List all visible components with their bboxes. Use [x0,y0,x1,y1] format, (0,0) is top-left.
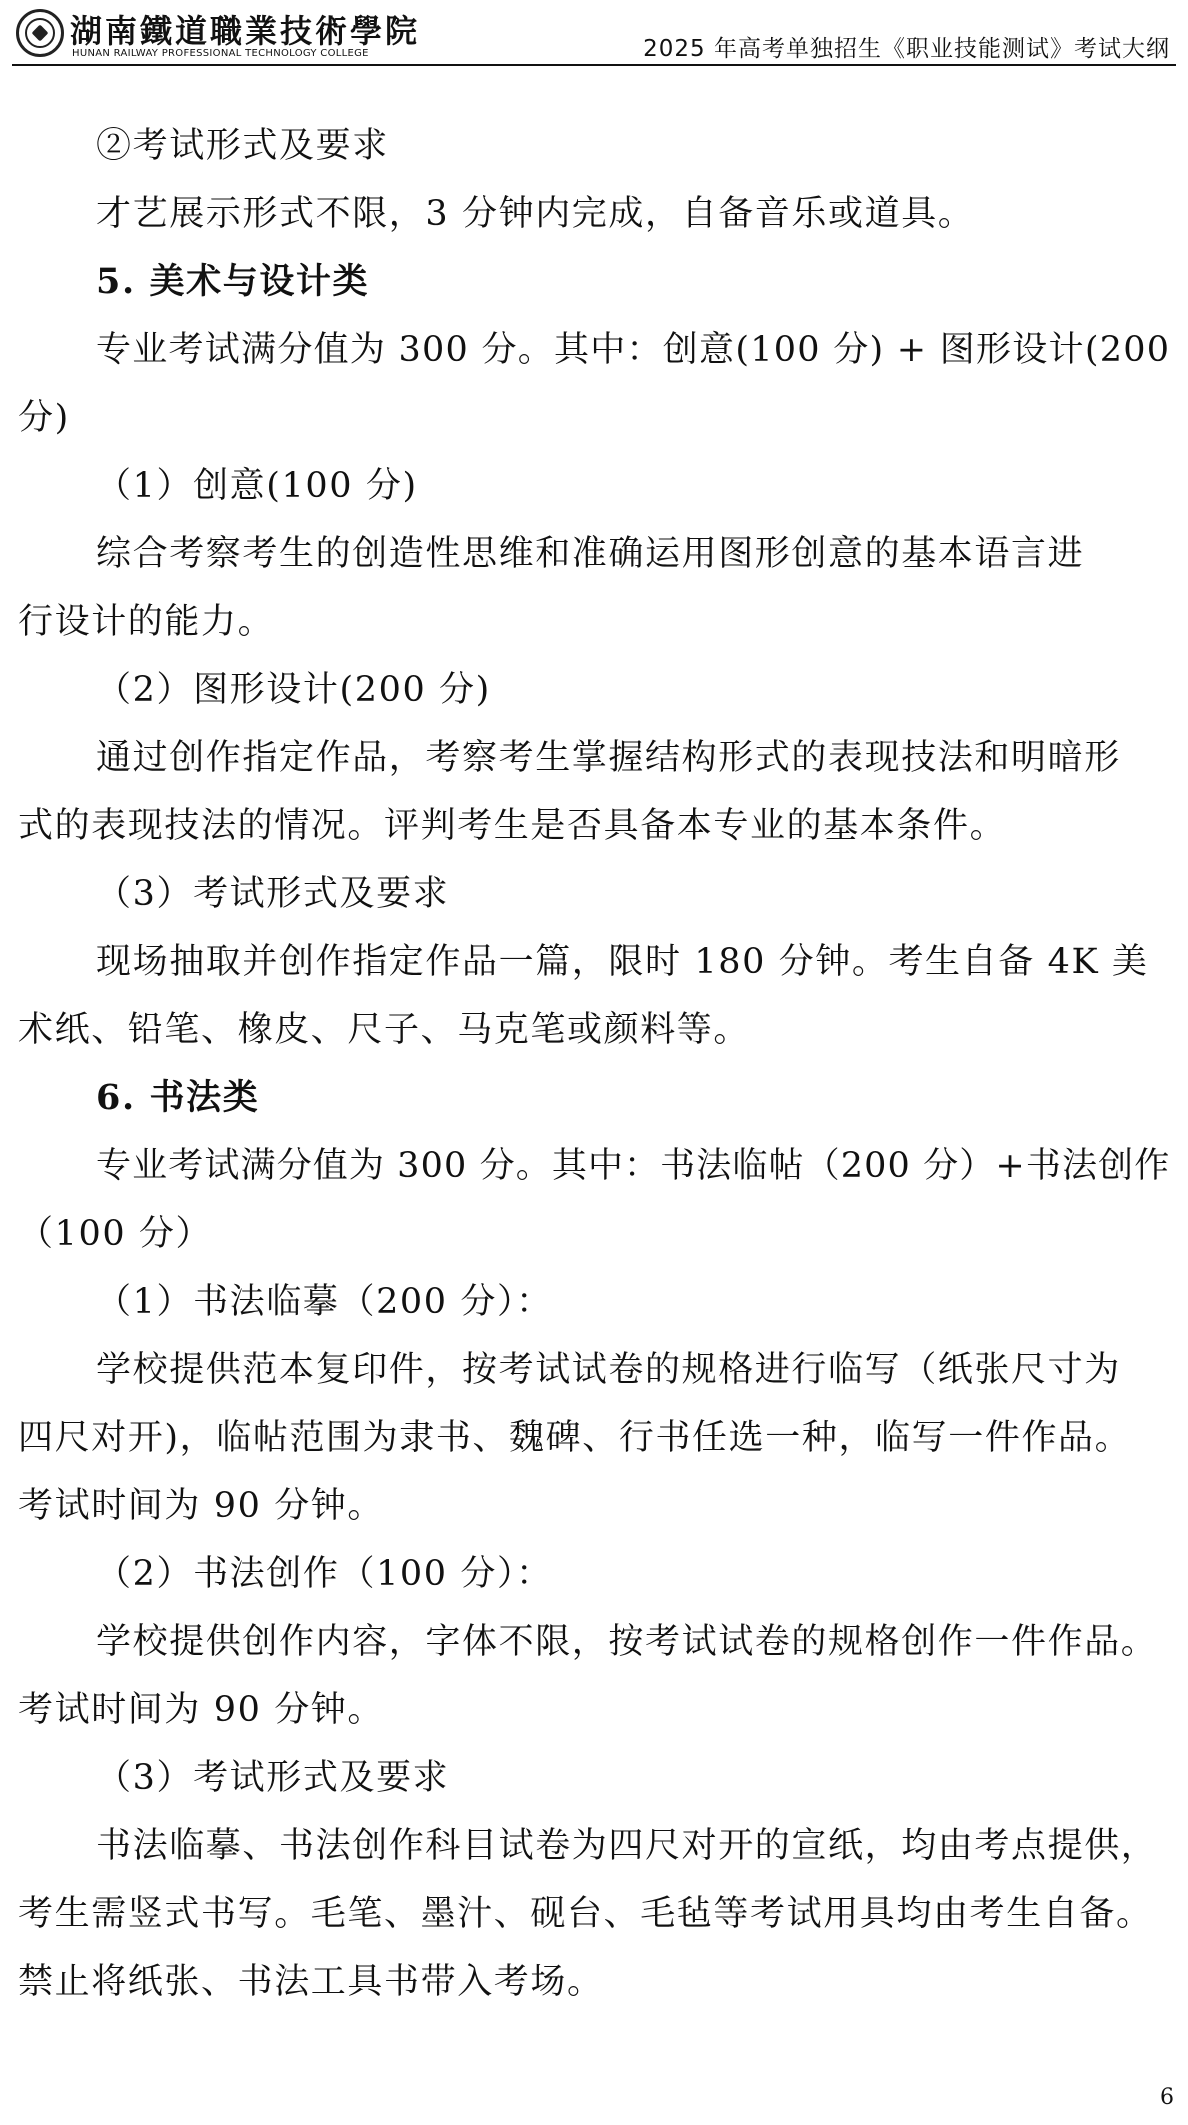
paragraph-line: 学校提供范本复印件，按考试试卷的规格进行临写（纸张尺寸为 [96,1350,1121,1390]
document-title: 2025 年高考单独招生《职业技能测试》考试大纲 [643,36,1170,62]
paragraph-line: 考试时间为 90 分钟。 [18,1486,384,1526]
college-logo-icon [16,9,64,57]
page-header [0,0,1188,66]
subheading: （3）考试形式及要求 [96,1758,450,1798]
paragraph-line: 学校提供创作内容，字体不限，按考试试卷的规格创作一件作品。 [96,1622,1158,1662]
paragraph-line: 专业考试满分值为 300 分。其中：创意(100 分) + 图形设计(200 [96,330,1171,370]
paragraph-line: 考试时间为 90 分钟。 [18,1690,384,1730]
subheading: （2）书法创作（100 分）： [96,1554,553,1594]
section-heading: 5. 美术与设计类 [96,261,370,302]
paragraph-line: 分) [18,398,70,438]
header-divider [12,64,1176,66]
section-heading: 6. 书法类 [96,1077,260,1118]
subheading: （1）创意(100 分) [96,466,418,506]
paragraph-line: 禁止将纸张、书法工具书带入考场。 [18,1962,604,2002]
college-name-cn: 湖南鐵道職業技術學院 [70,12,421,50]
college-name-en: HUNAN RAILWAY PROFESSIONAL TECHNOLOGY COLLEGE [72,48,369,59]
page-number: 6 [1160,2085,1174,2110]
paragraph-line: 术纸、铅笔、橡皮、尺子、马克笔或颜料等。 [18,1010,751,1050]
paragraph-line: 通过创作指定作品，考察考生掌握结构形式的表现技法和明暗形 [96,738,1121,778]
paragraph-line: 行设计的能力。 [18,602,275,642]
paragraph-line: 书法临摹、书法创作科目试卷为四尺对开的宣纸，均由考点提供， [96,1826,1158,1866]
paragraph-line: ②考试形式及要求 [96,126,389,166]
subheading: （1）书法临摹（200 分）： [96,1282,553,1322]
subheading: （2）图形设计(200 分) [96,670,491,710]
paragraph-line: （100 分） [18,1214,213,1254]
paragraph-line: 才艺展示形式不限，3 分钟内完成，自备音乐或道具。 [96,194,975,234]
paragraph-line: 式的表现技法的情况。评判考生是否具备本专业的基本条件。 [18,806,1007,846]
paragraph-line: 现场抽取并创作指定作品一篇，限时 180 分钟。考生自备 4K 美 [96,942,1149,982]
paragraph-line: 四尺对开)，临帖范围为隶书、魏碑、行书任选一种，临写一件作品。 [18,1418,1132,1458]
paragraph-line: 考生需竖式书写。毛笔、墨汁、砚台、毛毡等考试用具均由考生自备。 [18,1894,1153,1934]
subheading: （3）考试形式及要求 [96,874,450,914]
paragraph-line: 专业考试满分值为 300 分。其中：书法临帖（200 分）+书法创作 [96,1146,1171,1186]
paragraph-line: 综合考察考生的创造性思维和准确运用图形创意的基本语言进 [96,534,1085,574]
